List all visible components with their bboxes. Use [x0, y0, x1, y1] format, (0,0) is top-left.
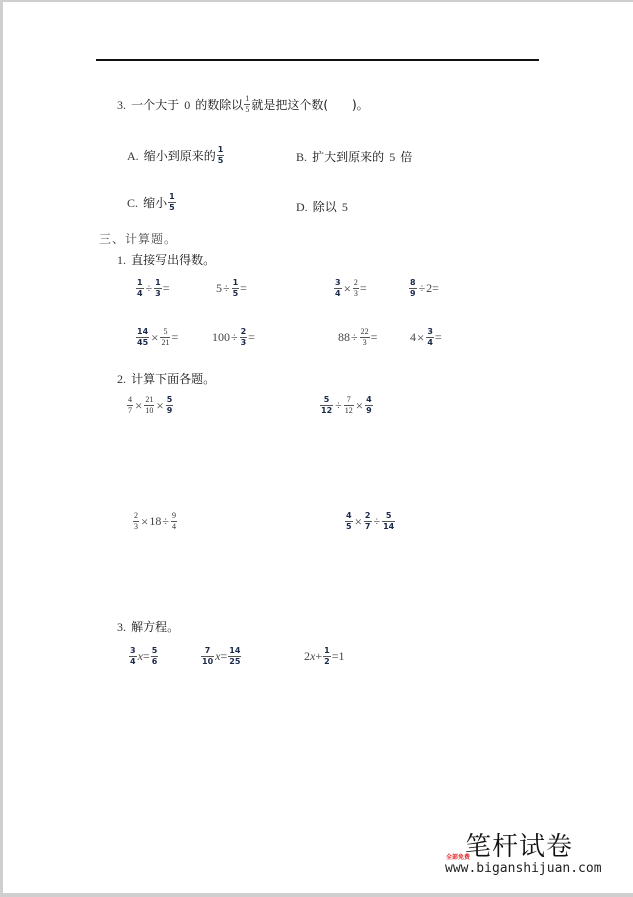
- watermark-free-tag: 全部免费: [446, 854, 471, 861]
- header-rule: [96, 59, 539, 61]
- fraction: $\frac{1}{5}$: [217, 145, 224, 165]
- calc-item: 100 ÷ $\frac{2}{3}$ =: [212, 327, 255, 347]
- option-c: C. 缩小 $\frac{1}{5}$: [127, 192, 175, 212]
- fraction: $\frac{1}{5}$: [245, 94, 250, 114]
- calc-item: $\frac{14}{45}$ × $\frac{5}{21}$ =: [137, 327, 179, 347]
- equation: $\frac{3}{4}$ x = $\frac{5}{6}$: [130, 646, 158, 666]
- calc-item: $\frac{8}{9}$ ÷ 2 =: [410, 278, 439, 298]
- question-3: 3. 一个大于 0 的数除以 $\frac{1}{5}$ 就是把这个数( )。: [117, 94, 369, 114]
- equation: 2 x + $\frac{1}{2}$ = 1: [304, 646, 345, 666]
- calc-item: $\frac{3}{4}$ × $\frac{2}{3}$ =: [335, 278, 367, 298]
- calc-problem: $\frac{4}{5}$ × $\frac{2}{7}$ ÷ $\frac{5}{14}$: [346, 511, 395, 531]
- calc-problem: $\frac{2}{3}$ × 18 ÷ $\frac{9}{4}$: [134, 511, 176, 531]
- watermark-brand: 笔杆试卷: [465, 832, 574, 862]
- option-d: D. 除以 5: [296, 200, 348, 214]
- equation: $\frac{7}{10}$ x = $\frac{14}{25}$: [202, 646, 241, 666]
- option-b: B. 扩大到原来的 5 倍: [296, 150, 413, 164]
- page-border-bottom: [0, 893, 633, 897]
- option-a: A. 缩小到原来的 $\frac{1}{5}$: [127, 145, 224, 165]
- calc-item: 4 × $\frac{3}{4}$ =: [410, 327, 442, 347]
- part2-title: 2. 计算下面各题。: [117, 372, 216, 386]
- calc-problem: $\frac{5}{12}$ ÷ $\frac{7}{12}$ × $\frac{4}{9}$: [321, 395, 372, 415]
- part1-title: 1. 直接写出得数。: [117, 253, 216, 267]
- calc-item: 5 ÷ $\frac{1}{5}$ =: [216, 278, 247, 298]
- page-border-top: [0, 0, 633, 2]
- part3-title: 3. 解方程。: [117, 620, 180, 634]
- watermark-url: www.biganshijuan.com: [445, 861, 602, 876]
- calc-item: $\frac{1}{4}$ ÷ $\frac{1}{3}$ =: [137, 278, 170, 298]
- calc-problem: $\frac{4}{7}$ × $\frac{21}{10}$ × $\frac{5}{9}$: [128, 395, 173, 415]
- section-title: 三、计算题。: [99, 232, 178, 246]
- calc-item: 88 ÷ $\frac{22}{3}$ =: [338, 327, 378, 347]
- page-border-left: [0, 0, 3, 897]
- fraction: $\frac{1}{5}$: [169, 192, 175, 212]
